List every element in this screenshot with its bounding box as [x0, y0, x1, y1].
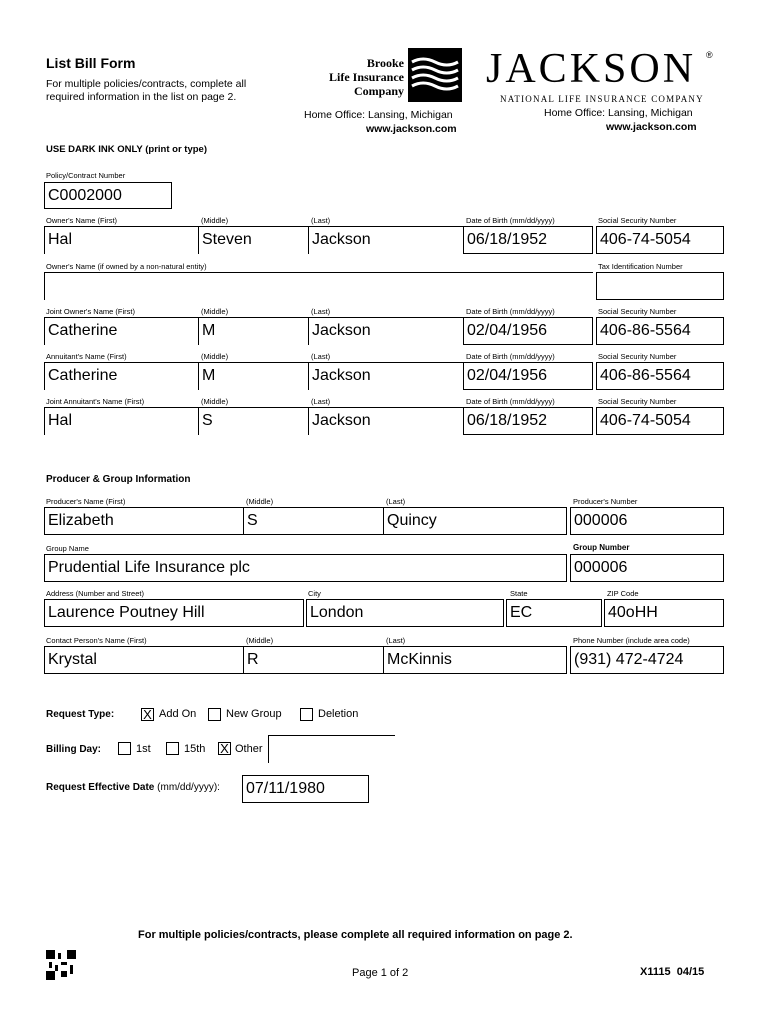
group-number-field[interactable]: 000006 — [570, 554, 724, 582]
brooke-home-office: Home Office: Lansing, Michigan — [304, 109, 453, 121]
owner-entity-field[interactable] — [44, 272, 593, 300]
billing-1st-checkbox[interactable] — [118, 742, 131, 755]
billing-other-field[interactable] — [268, 735, 395, 763]
annuitant-first-field[interactable]: Catherine — [44, 362, 198, 390]
deletion-label: Deletion — [318, 708, 359, 720]
jackson-home-office: Home Office: Lansing, Michigan — [544, 107, 693, 119]
policy-number-label: Policy/Contract Number — [46, 171, 126, 180]
zip-field[interactable]: 40oHH — [604, 599, 724, 627]
joint-owner-first-field[interactable]: Catherine — [44, 317, 198, 345]
billing-other-label: Other — [235, 743, 263, 755]
annuitant-last-label: (Last) — [311, 352, 331, 361]
joint-owner-last-field[interactable]: Jackson — [308, 317, 463, 345]
page-number: Page 1 of 2 — [352, 967, 409, 979]
state-field[interactable]: EC — [506, 599, 602, 627]
joint-annuitant-dob-label: Date of Birth (mm/dd/yyyy) — [466, 397, 555, 406]
joint-annuitant-middle-label: (Middle) — [201, 397, 229, 406]
zip-label: ZIP Code — [607, 589, 639, 598]
annuitant-dob-field[interactable]: 02/04/1956 — [463, 362, 593, 390]
add-on-checkbox[interactable]: X — [141, 708, 154, 721]
add-on-label: Add On — [159, 708, 197, 720]
brooke-logo-text — [318, 56, 404, 98]
owner-ssn-label: Social Security Number — [598, 216, 677, 225]
billing-15th-checkbox[interactable] — [166, 742, 179, 755]
brooke-flag-logo-icon — [408, 48, 462, 102]
producer-number-label: Producer's Number — [573, 497, 638, 506]
effective-date-label: Request Effective Date — [46, 782, 155, 793]
joint-annuitant-dob-field[interactable]: 06/18/1952 — [463, 407, 593, 435]
form-title: List Bill Form — [46, 55, 136, 71]
annuitant-ssn-field[interactable]: 406-86-5564 — [596, 362, 724, 390]
producer-middle-label: (Middle) — [246, 497, 274, 506]
joint-owner-middle-label: (Middle) — [201, 307, 229, 316]
joint-owner-first-label: Joint Owner's Name (First) — [46, 307, 135, 316]
tin-field[interactable] — [596, 272, 724, 300]
address-field[interactable]: Laurence Poutney Hill — [44, 599, 304, 627]
joint-annuitant-first-field[interactable]: Hal — [44, 407, 198, 435]
barcode-icon — [46, 950, 76, 980]
annuitant-middle-label: (Middle) — [201, 352, 229, 361]
billing-day-label: Billing Day: — [46, 744, 102, 755]
owner-dob-label: Date of Birth (mm/dd/yyyy) — [466, 216, 555, 225]
phone-label: Phone Number (include area code) — [573, 636, 690, 645]
phone-field[interactable]: (931) 472-4724 — [570, 646, 724, 674]
jackson-tagline: NATIONAL LIFE INSURANCE COMPANY — [500, 94, 704, 104]
owner-first-field[interactable]: Hal — [44, 226, 198, 254]
request-type-label: Request Type: — [46, 709, 115, 720]
joint-annuitant-ssn-label: Social Security Number — [598, 397, 677, 406]
owner-entity-label: Owner's Name (if owned by a non-natural entity) — [46, 262, 207, 271]
owner-first-label: Owner's Name (First) — [46, 216, 118, 225]
brooke-line2: Life Insurance — [329, 70, 404, 84]
joint-annuitant-first-label: Joint Annuitant's Name (First) — [46, 397, 145, 406]
annuitant-ssn-label: Social Security Number — [598, 352, 677, 361]
effective-date-label-group — [46, 782, 220, 793]
owner-dob-field[interactable]: 06/18/1952 — [463, 226, 593, 254]
city-label: City — [308, 589, 321, 598]
joint-annuitant-last-field[interactable]: Jackson — [308, 407, 463, 435]
billing-15th-label: 15th — [184, 743, 206, 755]
contact-middle-label: (Middle) — [246, 636, 274, 645]
contact-first-label: Contact Person's Name (First) — [46, 636, 147, 645]
footer-note: For multiple policies/contracts, please complete all required information on page 2. — [138, 929, 573, 941]
brooke-line1: Brooke — [366, 56, 404, 70]
jackson-logo-text: JACKSON — [486, 46, 697, 92]
annuitant-last-field[interactable]: Jackson — [308, 362, 463, 390]
producer-last-label: (Last) — [386, 497, 406, 506]
producer-middle-field[interactable]: S — [243, 507, 384, 535]
ink-instruction: USE DARK INK ONLY (print or type) — [46, 144, 207, 155]
group-number-label: Group Number — [573, 543, 630, 552]
contact-last-field[interactable]: McKinnis — [383, 646, 567, 674]
deletion-checkbox[interactable] — [300, 708, 313, 721]
effective-date-hint: (mm/dd/yyyy): — [157, 782, 220, 793]
annuitant-dob-label: Date of Birth (mm/dd/yyyy) — [466, 352, 555, 361]
state-label: State — [510, 589, 528, 598]
producer-first-field[interactable]: Elizabeth — [44, 507, 244, 535]
tin-label: Tax Identification Number — [598, 262, 683, 271]
brooke-website: www.jackson.com — [366, 123, 457, 135]
joint-annuitant-middle-field[interactable]: S — [198, 407, 308, 435]
jackson-website: www.jackson.com — [606, 121, 697, 133]
form-subtitle-line2: required information in the list on page 2. — [46, 91, 237, 103]
owner-middle-label: (Middle) — [201, 216, 229, 225]
annuitant-first-label: Annuitant's Name (First) — [46, 352, 127, 361]
contact-middle-field[interactable]: R — [243, 646, 384, 674]
joint-annuitant-last-label: (Last) — [311, 397, 331, 406]
producer-first-label: Producer's Name (First) — [46, 497, 126, 506]
registered-mark: ® — [706, 50, 713, 60]
address-label: Address (Number and Street) — [46, 589, 144, 598]
joint-owner-last-label: (Last) — [311, 307, 331, 316]
form-number: X1115 04/15 — [640, 966, 705, 978]
owner-last-field[interactable]: Jackson — [308, 226, 463, 254]
owner-last-label: (Last) — [311, 216, 331, 225]
effective-date-field[interactable]: 07/11/1980 — [242, 775, 369, 803]
contact-last-label: (Last) — [386, 636, 406, 645]
form-subtitle-line1: For multiple policies/contracts, complete all — [46, 78, 247, 90]
joint-owner-ssn-field[interactable]: 406-86-5564 — [596, 317, 724, 345]
producer-last-field[interactable]: Quincy — [383, 507, 567, 535]
producer-section-title: Producer & Group Information — [46, 474, 191, 485]
new-group-label: New Group — [226, 708, 282, 720]
policy-number-field[interactable]: C0002000 — [44, 182, 172, 209]
new-group-checkbox[interactable] — [208, 708, 221, 721]
owner-ssn-field[interactable]: 406-74-5054 — [596, 226, 724, 254]
joint-owner-ssn-label: Social Security Number — [598, 307, 677, 316]
billing-1st-label: 1st — [136, 743, 151, 755]
group-name-label: Group Name — [46, 544, 89, 553]
joint-owner-dob-field[interactable]: 02/04/1956 — [463, 317, 593, 345]
contact-first-field[interactable]: Krystal — [44, 646, 244, 674]
group-name-field[interactable]: Prudential Life Insurance plc — [44, 554, 567, 582]
producer-number-field[interactable]: 000006 — [570, 507, 724, 535]
annuitant-middle-field[interactable]: M — [198, 362, 308, 390]
brooke-line3: Company — [353, 84, 404, 98]
billing-other-checkbox[interactable]: X — [218, 742, 231, 755]
owner-middle-field[interactable]: Steven — [198, 226, 308, 254]
joint-owner-dob-label: Date of Birth (mm/dd/yyyy) — [466, 307, 555, 316]
joint-owner-middle-field[interactable]: M — [198, 317, 308, 345]
city-field[interactable]: London — [306, 599, 504, 627]
joint-annuitant-ssn-field[interactable]: 406-74-5054 — [596, 407, 724, 435]
